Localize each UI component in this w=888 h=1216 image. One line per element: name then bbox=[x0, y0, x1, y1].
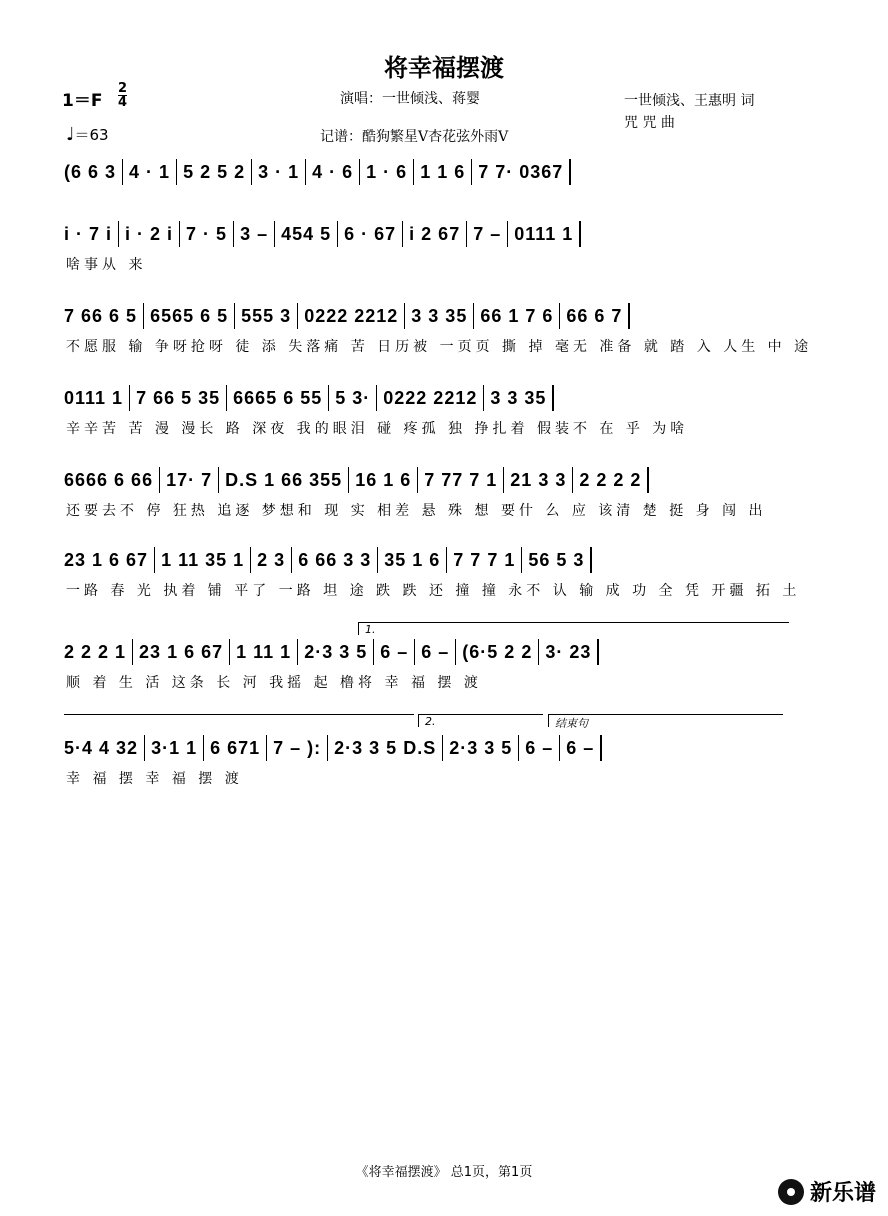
measure: 3· 23 bbox=[539, 639, 599, 665]
measure: 1 · 6 bbox=[360, 159, 414, 185]
measure: i · 2 i bbox=[119, 221, 180, 247]
staff-lyrics: 不愿服 输 争呀抢呀 徒 添 失落痛 苦 日历被 一页页 撕 掉 毫无 准备 就 踏 入 人生 中 途 bbox=[66, 339, 813, 355]
coda-bracket: 结束句 bbox=[548, 714, 783, 727]
measure: 66 6 7 bbox=[560, 303, 630, 329]
measure: 23 1 6 67 bbox=[133, 639, 230, 665]
measure: 5·4 4 32 bbox=[58, 735, 145, 761]
staff-lyrics: 幸 福 摆 幸 福 摆 渡 bbox=[66, 771, 243, 787]
time-signature bbox=[118, 82, 127, 109]
measure: 4 · 1 bbox=[123, 159, 177, 185]
site-logo bbox=[778, 1176, 876, 1207]
key-signature: 1＝F bbox=[62, 91, 103, 111]
staff-notes bbox=[58, 296, 828, 336]
measure: 6 – bbox=[374, 639, 415, 665]
measure: 4 · 6 bbox=[306, 159, 360, 185]
measure: 6 671 bbox=[204, 735, 267, 761]
measure: 454 5 bbox=[275, 221, 338, 247]
staff-notes bbox=[58, 460, 828, 500]
staff-lyrics bbox=[58, 192, 828, 214]
transcriber: 记谱：酷狗繁星V杏花弦外雨V bbox=[320, 129, 509, 145]
staff-7 bbox=[58, 632, 828, 694]
singers: 演唱：一世倾浅、蒋婴 bbox=[340, 91, 480, 107]
measure: 3·1 1 bbox=[145, 735, 204, 761]
repeat-bracket-line bbox=[64, 714, 414, 727]
measure: 3 · 1 bbox=[252, 159, 306, 185]
measure: 2 2 2 2 bbox=[573, 467, 649, 493]
measure: 23 1 6 67 bbox=[58, 547, 155, 573]
composer: 咒 咒 曲 bbox=[624, 115, 675, 131]
time-sig-top: 2 bbox=[118, 81, 128, 96]
measure: 1 11 35 1 bbox=[155, 547, 251, 573]
staff-6 bbox=[58, 540, 828, 602]
measure: 5 2 5 2 bbox=[177, 159, 252, 185]
measure: 7 66 6 5 bbox=[58, 303, 144, 329]
measure: 35 1 6 bbox=[378, 547, 447, 573]
staff-notes bbox=[58, 632, 828, 672]
measure: 7 66 5 35 bbox=[130, 385, 227, 411]
measure: 6 – bbox=[415, 639, 456, 665]
staff-1 bbox=[58, 152, 828, 214]
credits bbox=[624, 90, 754, 134]
measure: 6665 6 55 bbox=[227, 385, 329, 411]
measure: 7 · 5 bbox=[180, 221, 234, 247]
quarter-note-icon: ♩ bbox=[66, 124, 75, 145]
measure: 16 1 6 bbox=[349, 467, 418, 493]
staff-lyrics: 辛辛苦 苦 漫 漫长 路 深夜 我的眼泪 碰 疼孤 独 挣扎着 假装不 在 乎 为啥 bbox=[66, 421, 689, 437]
measure: 3 3 35 bbox=[405, 303, 474, 329]
staff-notes bbox=[58, 152, 828, 192]
measure: 7 – ): bbox=[267, 735, 328, 761]
measure: 2·3 3 5 D.S bbox=[328, 735, 443, 761]
staff-lyrics: 啥事从 来 bbox=[66, 257, 147, 273]
measure: 2·3 3 5 bbox=[443, 735, 519, 761]
measure: 56 5 3 bbox=[522, 547, 592, 573]
measure: (6·5 2 2 bbox=[456, 639, 539, 665]
measure: 1 1 6 bbox=[414, 159, 472, 185]
staff-2 bbox=[58, 214, 828, 276]
measure: 7 77 7 1 bbox=[418, 467, 504, 493]
measure: 6 · 67 bbox=[338, 221, 403, 247]
staff-lyrics: 一路 春 光 执着 铺 平了 一路 坦 途 跌 跌 还 撞 撞 永不 认 输 成 功 全 凭 开疆 拓 土 bbox=[66, 583, 801, 599]
measure: 6 – bbox=[560, 735, 602, 761]
measure: 0222 2212 bbox=[298, 303, 405, 329]
staff-notes bbox=[58, 728, 828, 768]
measure: 17· 7 bbox=[160, 467, 219, 493]
staff-5 bbox=[58, 460, 828, 522]
staff-lyrics: 顺 着 生 活 这条 长 河 我摇 起 橹将 幸 福 摆 渡 bbox=[66, 675, 482, 691]
staff-3 bbox=[58, 296, 828, 358]
measure: 5 3· bbox=[329, 385, 377, 411]
measure: 21 3 3 bbox=[504, 467, 573, 493]
staff-notes bbox=[58, 540, 828, 580]
measure: 2 2 2 1 bbox=[58, 639, 133, 665]
staff-notes bbox=[58, 214, 828, 254]
measure: 7 7· 0367 bbox=[472, 159, 571, 185]
time-sig-bottom: 4 bbox=[118, 95, 128, 110]
staff-notes bbox=[58, 378, 828, 418]
staff-4 bbox=[58, 378, 828, 440]
staff-lyrics: 还要去不 停 狂热 追逐 梦想和 现 实 相差 悬 殊 想 要什 么 应 该清 楚 挺 身 闯 出 bbox=[66, 503, 767, 519]
measure: i 2 67 bbox=[403, 221, 467, 247]
measure: (6 6 3 bbox=[58, 159, 123, 185]
staff-8 bbox=[58, 728, 828, 790]
tempo-value: ＝63 bbox=[74, 126, 109, 144]
measure: 6 66 3 3 bbox=[292, 547, 378, 573]
first-ending-bracket: 1. bbox=[358, 622, 789, 635]
measure: 6666 6 66 bbox=[58, 467, 160, 493]
measure: 3 3 35 bbox=[484, 385, 554, 411]
measure: D.S 1 66 355 bbox=[219, 467, 349, 493]
measure: 0111 1 bbox=[58, 385, 130, 411]
vinyl-record-icon bbox=[778, 1179, 804, 1205]
measure: 3 – bbox=[234, 221, 275, 247]
measure: 555 3 bbox=[235, 303, 298, 329]
tempo-marking bbox=[66, 124, 109, 145]
measure: 0111 1 bbox=[508, 221, 581, 247]
measure: 7 7 7 1 bbox=[447, 547, 522, 573]
measure: 6 – bbox=[519, 735, 560, 761]
lyricist: 一世倾浅、王惠明 词 bbox=[624, 93, 755, 109]
page-title: 将幸福摆渡 bbox=[384, 54, 504, 82]
measure: 1 11 1 bbox=[230, 639, 298, 665]
measure: i · 7 i bbox=[58, 221, 119, 247]
page-footer: 《将幸福摆渡》 总1页，第1页 bbox=[355, 1165, 533, 1180]
measure: 2·3 3 5 bbox=[298, 639, 374, 665]
logo-text: 新乐谱 bbox=[809, 1181, 876, 1206]
measure: 7 – bbox=[467, 221, 508, 247]
measure: 66 1 7 6 bbox=[474, 303, 560, 329]
second-ending-bracket: 2. bbox=[418, 714, 543, 727]
measure: 0222 2212 bbox=[377, 385, 484, 411]
measure: 6565 6 5 bbox=[144, 303, 235, 329]
measure: 2 3 bbox=[251, 547, 292, 573]
